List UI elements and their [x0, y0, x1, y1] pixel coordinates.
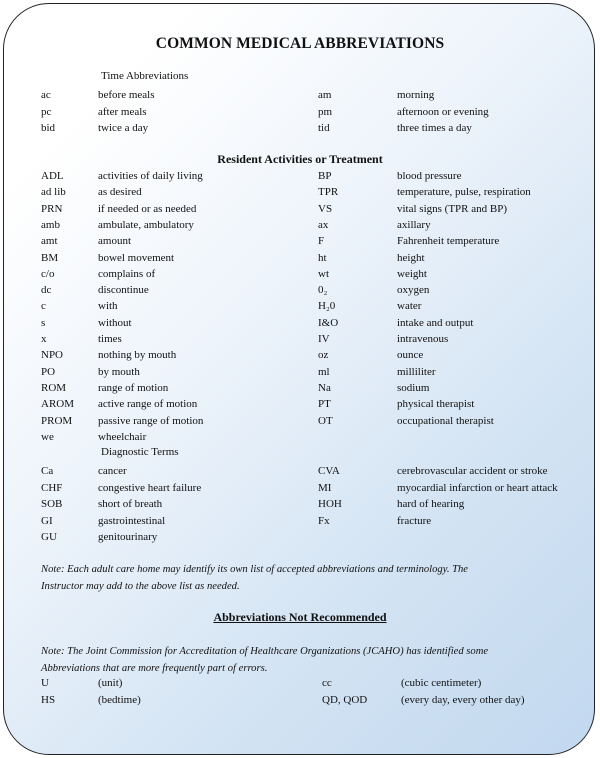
meaning: (unit) [98, 677, 123, 689]
not-recommended-heading: Abbreviations Not Recommended [213, 610, 387, 624]
abbreviation-2: tid [318, 122, 330, 134]
abbreviation: PROM [41, 414, 73, 427]
abbreviation: GU [41, 531, 57, 543]
abbreviation: ad lib [41, 186, 66, 199]
jcaho-note-line-2: Abbreviations that are more frequently part of errors. [41, 663, 268, 674]
list-item [0, 429, 600, 445]
list-item [0, 298, 600, 314]
list-item [0, 87, 600, 103]
list-item [0, 331, 600, 347]
meaning: complains of [98, 267, 156, 280]
meaning-2: morning [397, 89, 435, 101]
meaning: nothing by mouth [98, 349, 177, 362]
abbreviation-2: ht [318, 251, 327, 264]
meaning: active range of motion [98, 398, 198, 411]
adult-care-note-line-2: Instructor may add to the above list as needed. [41, 581, 240, 592]
abbreviation-2: am [318, 89, 332, 101]
meaning-2: blood pressure [397, 170, 462, 182]
list-item [0, 364, 600, 380]
adult-care-note [41, 561, 561, 595]
abbreviation-2: I&O [318, 316, 339, 329]
list-item [0, 396, 600, 412]
meaning: twice a day [98, 122, 149, 134]
abbreviation-2: ml [318, 365, 330, 378]
meaning: gastrointestinal [98, 514, 166, 527]
abbreviation: ROM [41, 381, 67, 394]
abbreviation-2: cc [322, 677, 332, 689]
list-item [0, 496, 600, 512]
list-item [0, 233, 600, 249]
list-item [0, 184, 600, 200]
list-item [0, 250, 600, 266]
abbreviation-2: OT [318, 414, 333, 427]
abbreviation-2: PT [318, 398, 331, 411]
meaning-2: milliliter [397, 365, 436, 378]
meaning: genitourinary [98, 531, 158, 543]
abbreviation-2: Na [318, 381, 331, 394]
list-item [0, 217, 600, 233]
abbreviation-2: pm [318, 105, 333, 118]
list-item [0, 315, 600, 331]
jcaho-note-line-1: Note: The Joint Commission for Accreditation of Healthcare Organizations (JCAHO) has identified some [41, 646, 489, 657]
abbreviation: Ca [41, 465, 54, 477]
abbreviation: amb [41, 218, 60, 231]
meaning: cancer [98, 465, 127, 477]
abbreviation: we [41, 430, 54, 443]
meaning: congestive heart failure [98, 481, 202, 494]
abbreviation-2: VS [318, 202, 333, 215]
meaning: ambulate, ambulatory [98, 218, 194, 231]
abbreviation: ac [41, 89, 51, 101]
meaning: times [98, 333, 122, 345]
list-item [0, 347, 600, 363]
abbreviation-2: oz [318, 349, 329, 362]
abbreviation-2: H₂0 [318, 300, 336, 313]
list-item [0, 413, 600, 429]
abbreviation: bid [41, 122, 56, 134]
meaning-2: hard of hearing [397, 498, 465, 510]
meaning-2: myocardial infarction or heart attack [397, 481, 558, 494]
list-item [0, 463, 600, 479]
time-abbreviations-label: Time Abbreviations [101, 70, 189, 82]
abbreviation: HS [41, 694, 56, 706]
meaning-2: physical therapist [397, 398, 475, 411]
list-item [0, 675, 600, 691]
abbreviation-2: MI [318, 481, 332, 494]
abbreviation-2: HOH [318, 498, 342, 510]
meaning: by mouth [98, 365, 140, 378]
abbreviation: BM [41, 251, 59, 264]
abbreviation-2: CVA [318, 465, 340, 477]
abbreviation-2: IV [318, 333, 330, 345]
abbreviation: c [41, 300, 46, 313]
list-item [0, 104, 600, 120]
meaning-2: intake and output [397, 316, 474, 329]
meaning-2: oxygen [397, 284, 430, 297]
abbreviation: s [41, 316, 46, 329]
abbreviation-2: F [318, 235, 325, 248]
meaning: amount [98, 235, 131, 248]
abbreviation: dc [41, 284, 52, 297]
meaning-2: occupational therapist [397, 414, 494, 427]
meaning: before meals [98, 89, 155, 101]
meaning: (bedtime) [98, 694, 141, 706]
list-item [0, 692, 600, 708]
abbreviation-2: TPR [318, 186, 339, 199]
abbreviation: ADL [41, 170, 64, 182]
meaning-2: (cubic centimeter) [401, 677, 482, 689]
meaning-2: weight [397, 267, 427, 280]
list-item [0, 480, 600, 496]
abbreviation-2: BP [318, 170, 332, 182]
list-item [0, 120, 600, 136]
list-item [0, 282, 600, 298]
meaning-2: afternoon or evening [397, 105, 489, 118]
abbreviation: PO [41, 365, 56, 378]
meaning: activities of daily living [98, 170, 203, 182]
resident-activities-heading: Resident Activities or Treatment [217, 152, 383, 166]
meaning: if needed or as needed [98, 202, 197, 215]
meaning: range of motion [98, 381, 169, 394]
meaning-2: ounce [397, 349, 424, 362]
page-title: COMMON MEDICAL ABBREVIATIONS [155, 35, 445, 52]
meaning: after meals [98, 105, 147, 118]
meaning: passive range of motion [98, 414, 204, 427]
abbreviation: pc [41, 105, 52, 118]
meaning-2: temperature, pulse, respiration [397, 186, 531, 199]
meaning-2: sodium [397, 381, 430, 394]
meaning: short of breath [98, 498, 163, 510]
abbreviation-2: QD, QOD [322, 694, 368, 706]
meaning: without [98, 316, 132, 329]
list-item [0, 529, 600, 545]
meaning-2: cerebrovascular accident or stroke [397, 465, 548, 477]
meaning-2: height [397, 251, 425, 264]
meaning-2: Fahrenheit temperature [397, 235, 500, 248]
abbreviation: c/o [41, 267, 55, 280]
list-item [0, 201, 600, 217]
list-item [0, 513, 600, 529]
list-item [0, 168, 600, 184]
meaning: wheelchair [98, 430, 147, 443]
meaning-2: axillary [397, 218, 431, 231]
abbreviation: amt [41, 235, 58, 248]
diagnostic-terms-label: Diagnostic Terms [101, 446, 179, 458]
abbreviation: SOB [41, 498, 63, 510]
abbreviation-2: wt [318, 267, 329, 280]
abbreviation: GI [41, 514, 53, 527]
meaning: as desired [98, 186, 142, 199]
meaning-2: intravenous [397, 333, 449, 345]
jcaho-note [41, 643, 561, 677]
meaning-2: three times a day [397, 122, 472, 134]
abbreviation: NPO [41, 349, 64, 362]
abbreviation: CHF [41, 481, 63, 494]
abbreviation: x [41, 333, 47, 345]
meaning-2: (every day, every other day) [401, 694, 525, 706]
meaning: discontinue [98, 284, 149, 297]
meaning-2: vital signs (TPR and BP) [397, 202, 508, 215]
meaning-2: water [397, 300, 422, 313]
list-item [0, 380, 600, 396]
abbreviation-2: ax [318, 218, 329, 231]
abbreviation-2: 0₂ [318, 284, 328, 297]
abbreviation-2: Fx [318, 514, 330, 527]
list-item [0, 266, 600, 282]
meaning: with [98, 300, 118, 313]
adult-care-note-line-1: Note: Each adult care home may identify its own list of accepted abbreviations and terminology. The [41, 564, 469, 575]
meaning-2: fracture [397, 514, 432, 527]
meaning: bowel movement [98, 251, 175, 264]
abbreviation: PRN [41, 202, 63, 215]
abbreviation: AROM [41, 398, 75, 411]
abbreviation: U [41, 677, 49, 689]
